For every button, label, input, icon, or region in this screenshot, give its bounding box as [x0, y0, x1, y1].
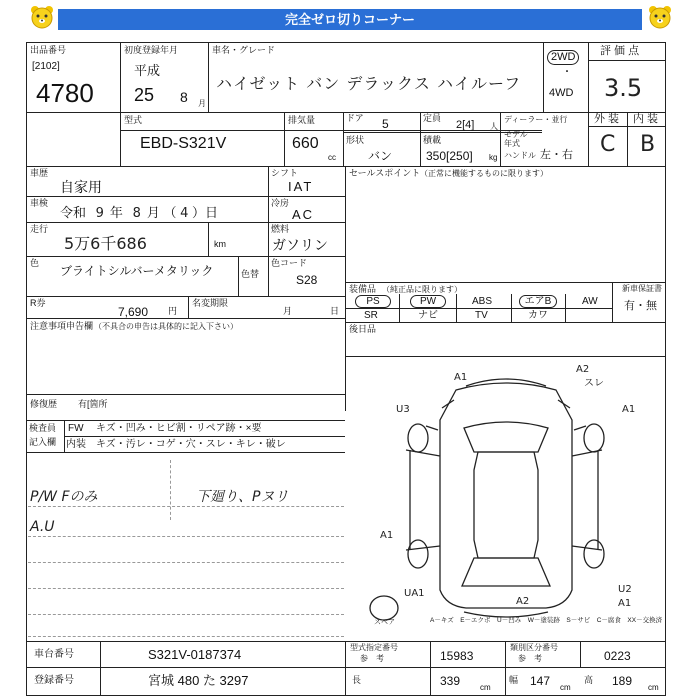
type-cert-label2: 参 考 [360, 654, 384, 663]
usage-value: 自家用 [60, 179, 102, 195]
damage-legend: A－キズ E－エクボ U－凹み W－塗装跡 S－サビ C－腐食 XX－交換済 [430, 617, 663, 624]
model-label: 型式 [124, 115, 143, 125]
car-name: ハイゼット バン デラックス ハイルーフ [216, 74, 522, 93]
capacity-label: 定員 [423, 113, 442, 123]
comment-line2: A.U [30, 519, 55, 535]
warranty-label: 新車保証書 [622, 284, 662, 293]
bear-icon-right [646, 4, 674, 32]
damage-mark-a1-front: A1 [454, 372, 468, 383]
color-code: S28 [296, 273, 318, 287]
name-limit-month: 月 [283, 306, 293, 316]
capacity-value: 2[4] [456, 119, 475, 131]
equip-pw: PW [410, 295, 446, 308]
fuel-label: 燃料 [271, 224, 290, 234]
disp-value: 660 [292, 135, 319, 152]
notes-label: 注意事項申告欄 [30, 321, 94, 331]
car-damage-diagram [346, 360, 664, 626]
handle-label: ハンドル [504, 151, 536, 160]
class-no-label1: 類別区分番号 [510, 643, 558, 652]
drive-dot: ・ [562, 67, 572, 78]
drive-4wd: 4WD [549, 87, 574, 99]
grade-label: 評 価 点 [600, 45, 640, 57]
length-unit: cm [480, 683, 491, 692]
type-cert-value: 15983 [440, 649, 474, 663]
plate-label: 登録番号 [34, 675, 74, 686]
inspector-label2: 記入欄 [29, 437, 57, 447]
header-title: 完全ゼロ切りコーナー [284, 12, 415, 27]
shape-label: 形状 [346, 135, 365, 145]
comment-line1a: P/W Fのみ [30, 489, 98, 505]
car-label: 車名・グレード [212, 45, 276, 55]
reg-month-unit: 月 [198, 99, 206, 108]
doors-value: 5 [382, 117, 389, 131]
drive-2wd: 2WD [547, 50, 579, 65]
recycle-label: R券 [30, 298, 46, 308]
recycle-unit: 円 [168, 306, 178, 316]
color-code-label: 色コード [271, 258, 308, 268]
lot-number: 4780 [36, 78, 94, 108]
damage-mark-u3: U3 [396, 404, 410, 415]
load-label: 積載 [423, 135, 442, 145]
notes-sub: （不具合の申告は具体的に記入下さい） [94, 322, 238, 331]
grade-score: 3.5 [604, 74, 643, 102]
shift-value: IAT [288, 179, 314, 194]
ac-label: 冷房 [271, 198, 290, 208]
height-unit: cm [648, 683, 659, 692]
inspection-date: 令和 9 年 8 月 （ 4 ）日 [60, 205, 219, 221]
type-cert-label1: 型式指定番号 [350, 643, 398, 652]
mileage-value: 5万6千686 [64, 234, 147, 253]
equip-leather: カワ [528, 310, 548, 321]
inspector-row1: キズ・凹み・ヒビ割・リペア跡・×要 [96, 423, 262, 434]
height-label: 高 [584, 675, 594, 685]
damage-mark-a2-rear: A2 [516, 596, 530, 607]
width-value: 147 [530, 674, 551, 688]
equip-aw: AW [582, 296, 598, 307]
damage-mark-a1-left: A1 [380, 530, 394, 541]
mileage-label: 走行 [30, 224, 49, 234]
color-change-label: 色替 [241, 269, 260, 279]
equip-label: 装備品 [349, 284, 377, 294]
reg-era: 平成 [134, 63, 161, 78]
load-unit: kg [489, 153, 498, 162]
dealer-year2: 年式 [504, 139, 520, 148]
ac-value: AC [292, 207, 315, 222]
equip-note: （純正品に限ります） [382, 285, 462, 294]
chassis-label: 車台番号 [34, 649, 74, 660]
height-value: 189 [612, 674, 633, 688]
equip-navi: ナビ [418, 310, 438, 321]
width-label: 幅 [509, 675, 519, 685]
inspector-row2: キズ・汚レ・コゲ・穴・スレ・キレ・破レ [96, 439, 286, 450]
bear-icon-left [28, 4, 56, 32]
recycle-value: 7,690 [118, 305, 149, 319]
rear-seat-label: 後日品 [349, 324, 377, 334]
equip-tv: TV [475, 310, 488, 321]
lot-code: [2102] [32, 61, 60, 72]
equip-abs: ABS [472, 296, 493, 307]
chassis-value: S321V-0187374 [148, 647, 242, 662]
usage-label: 車歴 [30, 168, 49, 178]
damage-mark-a1-right: A1 [622, 404, 636, 415]
length-value: 339 [440, 674, 461, 688]
disp-unit: cc [328, 153, 336, 162]
damage-mark-a1-rear-right: A1 [618, 598, 632, 609]
equip-airbag: エアB [519, 295, 557, 308]
name-limit-label: 名変期限 [192, 298, 229, 308]
plate-value: 宮城 480 た 3297 [148, 673, 249, 688]
damage-mark-a2-front: A2 [576, 364, 590, 375]
ext-grade: C [600, 132, 616, 157]
int-label: 内 装 [633, 113, 659, 125]
reg-month: 8 [180, 89, 188, 105]
length-label: 長 [352, 675, 362, 685]
inspection-label: 車検 [30, 198, 49, 208]
class-no-value: 0223 [604, 649, 631, 663]
name-limit-day: 日 [330, 306, 340, 316]
capacity-unit: 人 [490, 122, 498, 131]
handle-value: 左・右 [540, 149, 573, 161]
reg-year: 25 [134, 85, 155, 105]
equip-ps: PS [355, 295, 391, 308]
doors-label: ドア [346, 113, 364, 123]
reg-label: 初度登録年月 [124, 45, 179, 55]
dealer-label: ディーラー・並行 [504, 115, 568, 124]
comment-line1b: 下廻り、Pヌリ [196, 489, 289, 505]
model-value: EBD-S321V [140, 135, 227, 152]
color-value: ブライトシルバーメタリック [60, 264, 214, 278]
header-banner [58, 9, 642, 30]
spare-label: スペア [374, 619, 395, 626]
mileage-unit: km [214, 239, 226, 249]
lot-label: 出品番号 [30, 45, 67, 55]
inspector-row1-label: FW [68, 423, 84, 434]
damage-mark-u2: U2 [618, 584, 632, 595]
inspector-row2-label: 内装 [66, 439, 86, 450]
sales-note: （正常に機能するものに限ります） [420, 169, 548, 178]
repair-value: 有[箇所 [78, 399, 108, 409]
shift-label: シフト [271, 168, 299, 178]
damage-mark-scratch: スレ [584, 378, 604, 389]
damage-mark-ua1: UA1 [404, 588, 425, 599]
width-unit: cm [560, 683, 571, 692]
equip-sr: SR [364, 310, 378, 321]
sales-label: セールスポイント [349, 168, 421, 178]
fuel-value: ガソリン [272, 237, 328, 253]
ext-label: 外 装 [594, 113, 620, 125]
repair-label: 修復歴 [30, 399, 58, 409]
disp-label: 排気量 [288, 115, 316, 125]
int-grade: B [640, 132, 656, 157]
class-no-label2: 参 考 [518, 654, 542, 663]
load-value: 350[250] [426, 149, 473, 163]
color-label: 色 [30, 258, 40, 268]
dealer-year1: モデル [504, 130, 528, 139]
shape-value: バン [368, 149, 393, 163]
inspector-label1: 検査員 [29, 423, 57, 433]
warranty-value: 有・無 [624, 300, 657, 312]
